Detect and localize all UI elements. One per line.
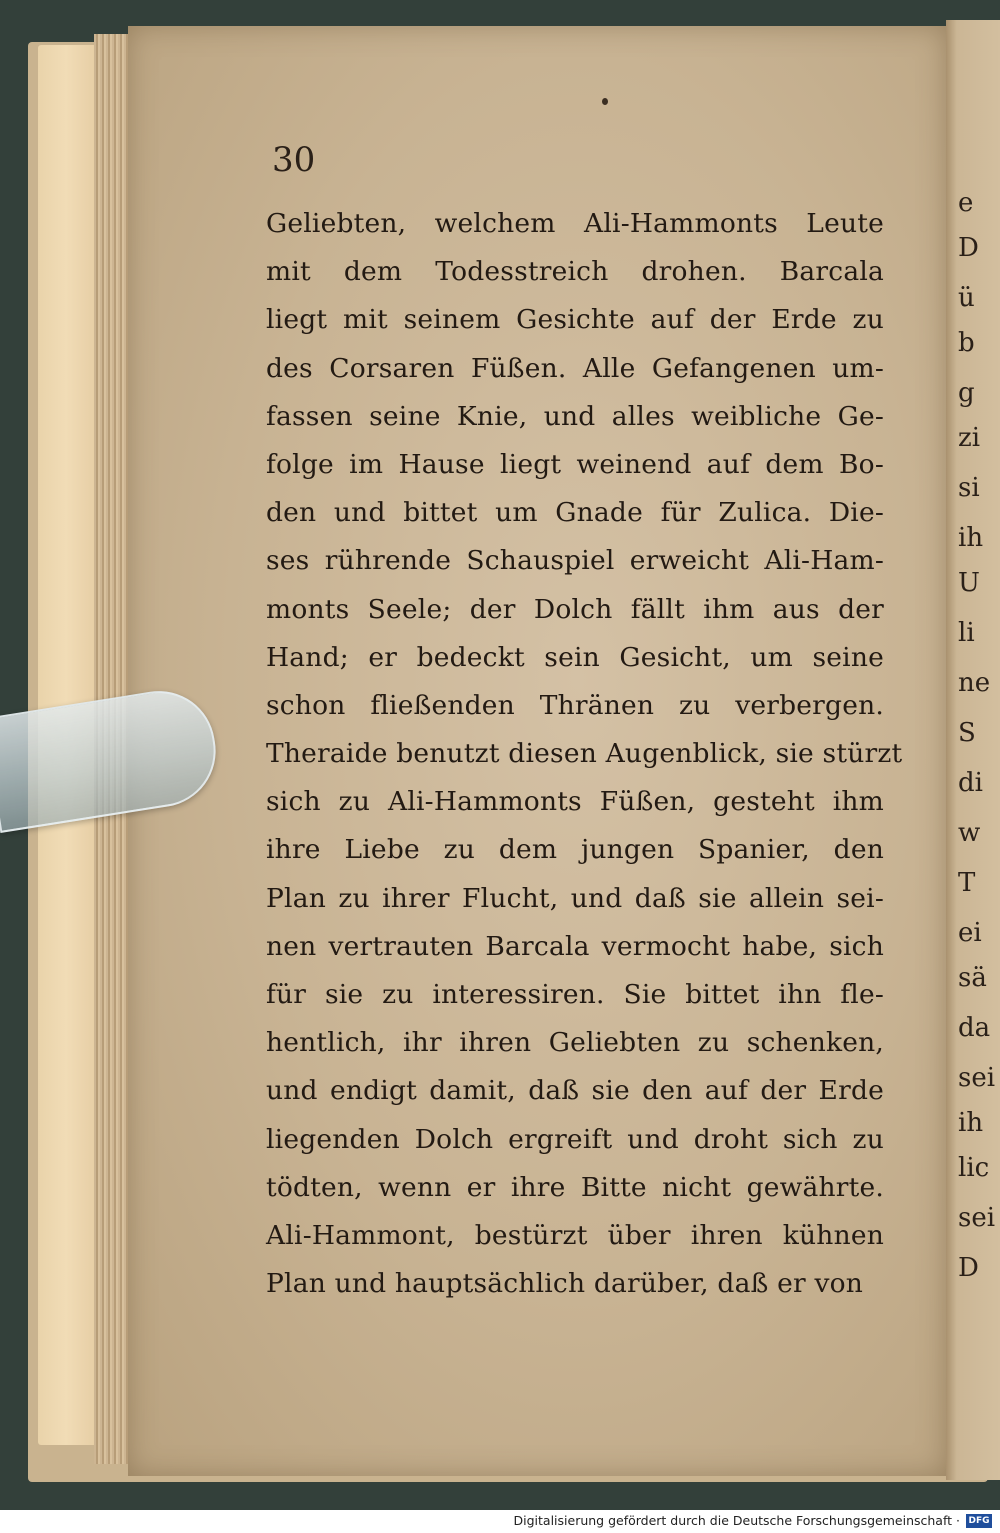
facing-page-fragment: D [958,233,979,263]
facing-page-fragment: T [958,868,976,898]
facing-page-fragment: S [958,718,976,748]
digitization-credit: Digitalisierung gefördert durch die Deutsche Forschungsgemeinschaft · [513,1513,960,1528]
text-line: Ali-Hammont, bestürzt über ihren kühnen [266,1219,884,1251]
facing-page-fragment: da [958,1013,991,1043]
text-line: Plan zu ihrer Flucht, und daß sie allein sei- [266,882,884,914]
text-line: liegt mit seinem Gesichte auf der Erde zu [266,304,884,336]
text-line: sich zu Ali-Hammonts Füßen, gesteht ihm [266,786,884,818]
text-line: nen vertrauten Barcala vermocht habe, sich [266,930,884,962]
facing-page-fragment: sei [958,1203,996,1233]
facing-page-fragment: ne [958,668,991,698]
dfg-logo: DFG [966,1514,992,1528]
text-line: hentlich, ihr ihren Geliebten zu schenken, [266,1027,884,1059]
text-line: mit dem Todesstreich drohen. Barcala [266,256,884,288]
text-line: liegenden Dolch ergreift und droht sich zu [266,1123,884,1155]
facing-page-fragment: ü [958,283,975,313]
text-line: tödten, wenn er ihre Bitte nicht gewährte. [266,1171,884,1203]
facing-page-fragment: D [958,1253,979,1283]
footer-bar [0,1510,1000,1533]
text-line: ihre Liebe zu dem jungen Spanier, den [266,834,884,866]
facing-page-fragment: sä [958,963,987,993]
text-line: folge im Hause liegt weinend auf dem Bo- [266,448,884,480]
text-line: Theraide benutzt diesen Augenblick, sie stürzt [266,738,903,770]
facing-page-fragment: ih [958,1108,984,1138]
text-line: ses rührende Schauspiel erweicht Ali-Ham- [266,545,884,577]
facing-page-fragment: e [958,188,974,218]
text-line: Hand; er bedeckt sein Gesicht, um seine [266,641,884,673]
facing-page-fragment: w [958,818,981,848]
facing-page-fragment: ei [958,918,982,948]
facing-page-fragment: li [958,618,975,648]
ink-speck [602,98,608,105]
text-line: schon fließenden Thränen zu verbergen. [266,689,884,721]
facing-page-fragment: si [958,473,980,503]
facing-page-edge [946,20,1000,1480]
facing-page-fragment: U [958,568,980,598]
facing-page-fragment: b [958,328,975,358]
facing-page-fragment: ih [958,523,984,553]
facing-page-fragment: zi [958,423,981,453]
page-text [266,200,903,1308]
facing-page-fragment: sei [958,1063,996,1093]
text-line: für sie zu interessiren. Sie bittet ihn fle- [266,979,884,1010]
text-line: Geliebten, welchem Ali-Hammonts Leute [266,208,884,239]
facing-page-fragment: g [958,378,975,408]
text-line: Plan und hauptsächlich darüber, daß er von [266,1268,864,1300]
text-line: fassen seine Knie, und alles weibliche Ge- [266,400,884,432]
text-line: des Corsaren Füßen. Alle Gefangenen um- [266,352,884,384]
facing-page-fragment: di [958,768,983,798]
text-line: monts Seele; der Dolch fällt ihm aus der [266,593,884,625]
text-line: und endigt damit, daß sie den auf der Erde [266,1075,884,1107]
text-line: den und bittet um Gnade für Zulica. Die- [266,497,884,529]
facing-page-fragment: lic [958,1153,990,1183]
page-number: 30 [272,140,316,180]
